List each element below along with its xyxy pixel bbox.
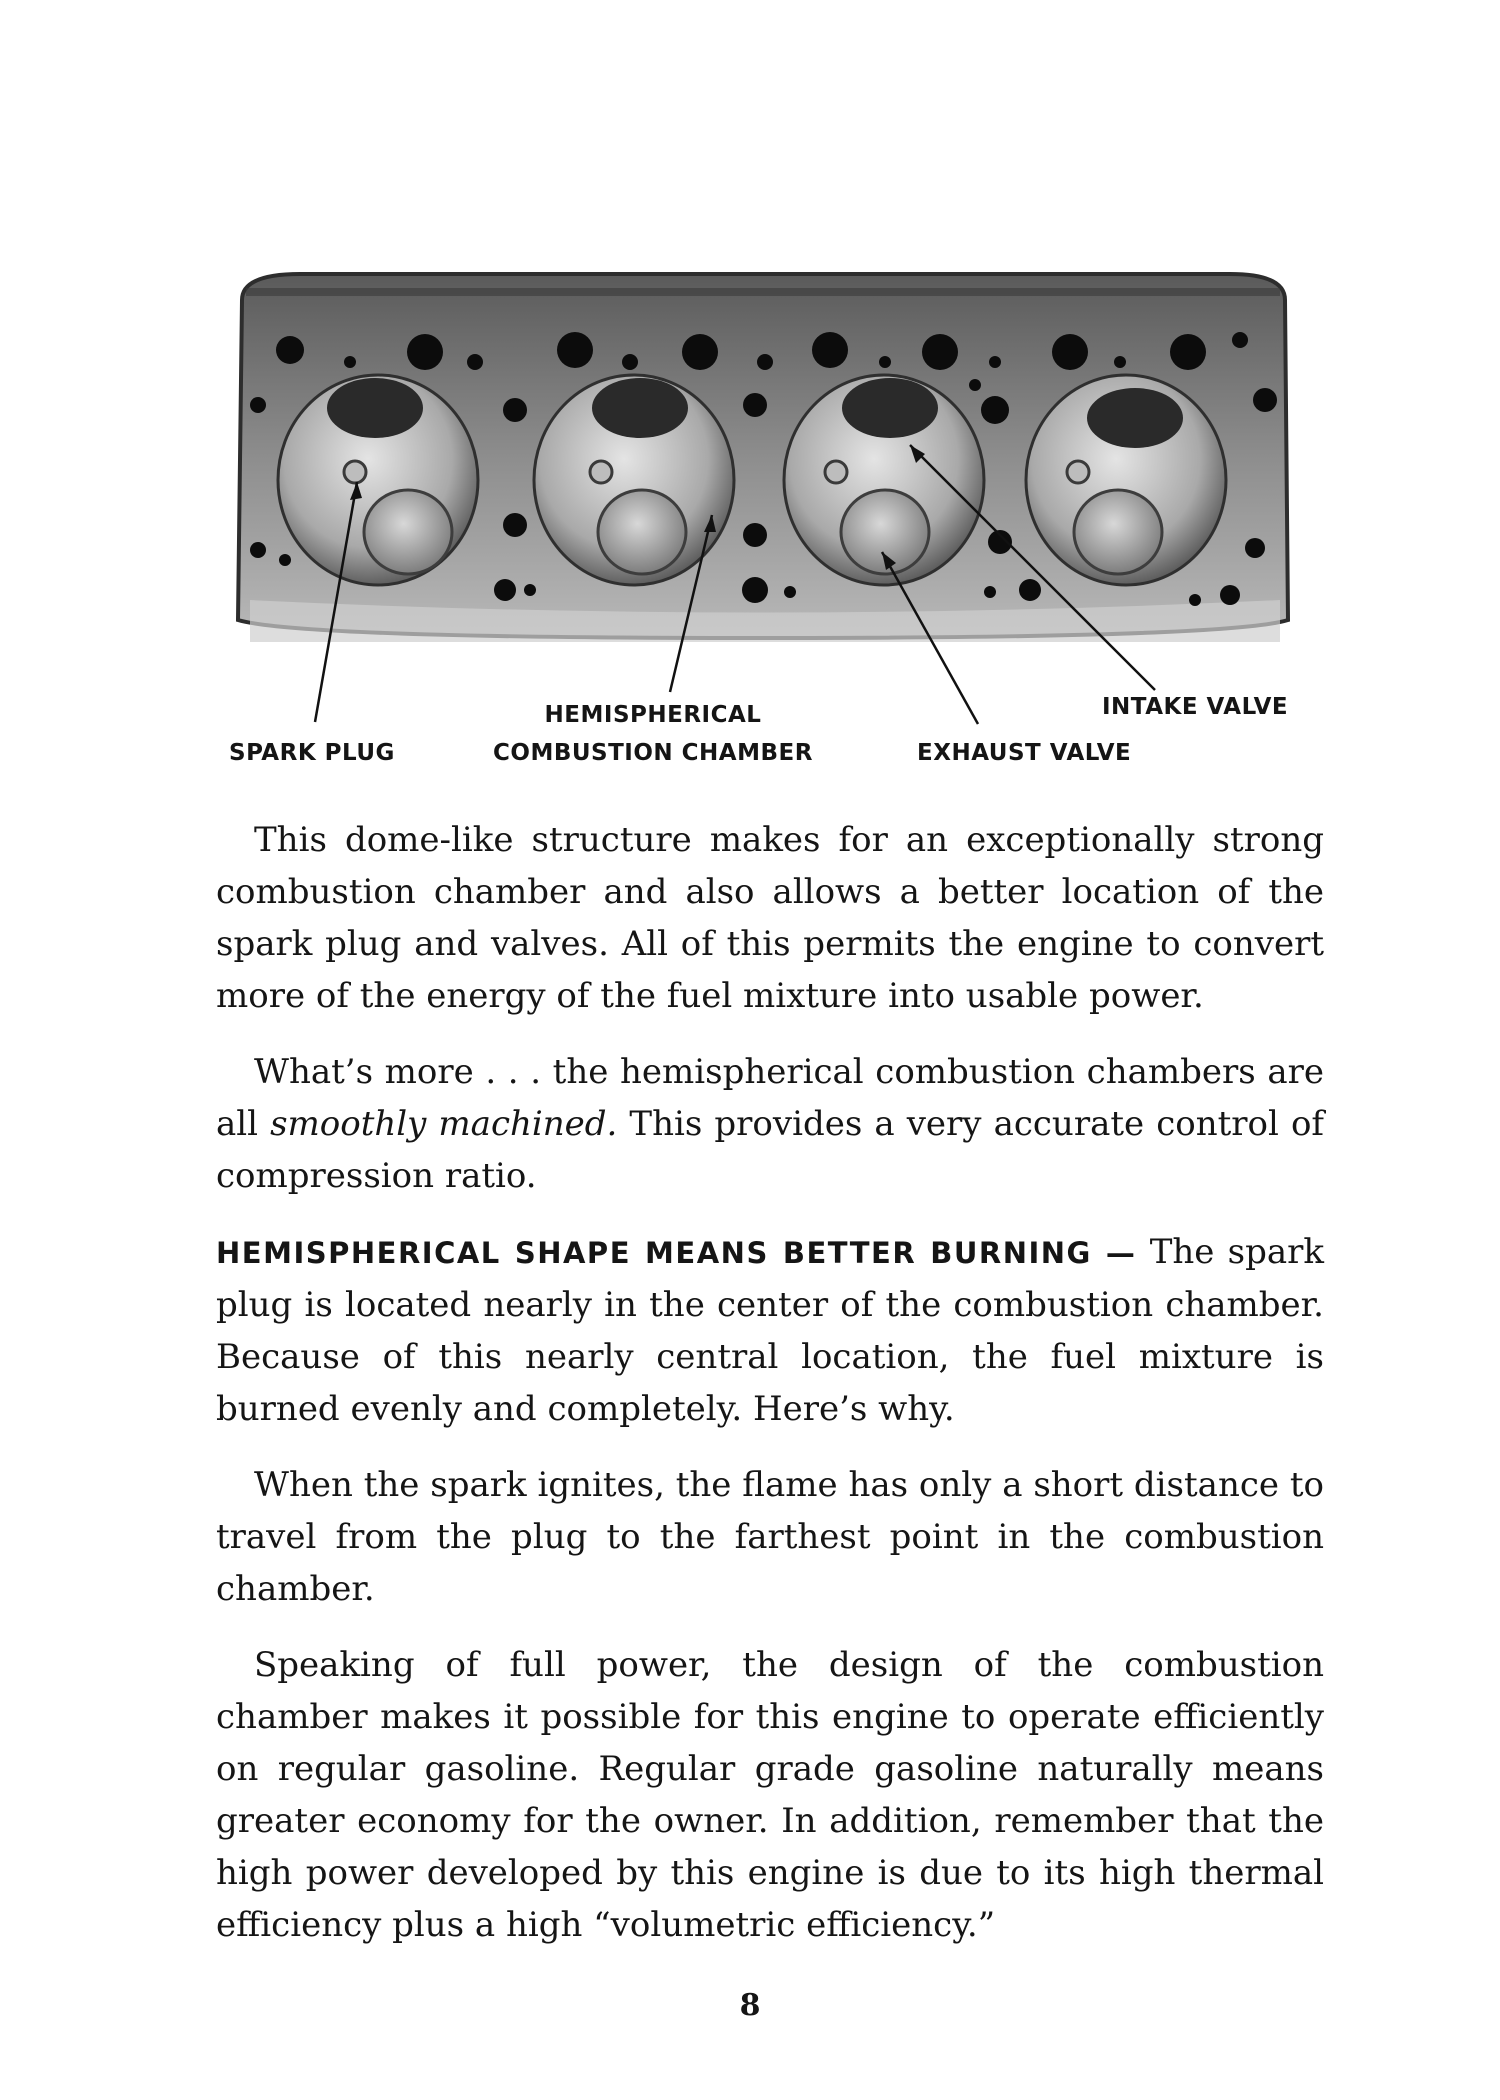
- body-text: [216, 814, 1324, 1975]
- chamber-4: [1026, 375, 1226, 585]
- paragraph-5: Speaking of full power, the design of the combustion chamber makes it possible for this engine to operate efficiently on regular gasoline. Regular grade gasoline naturally means greater economy for the owner. In addition, remember that the high power developed by this engine is due to its high thermal efficiency plus a high “volumetric efficiency.”: [216, 1645, 1324, 1945]
- chamber-label-line1: HEMISPHERICAL: [544, 702, 762, 728]
- page-number: 8: [739, 1988, 761, 2023]
- smoothly-machined-emphasis: smoothly machined.: [270, 1104, 618, 1144]
- paragraph-2: [216, 1046, 1324, 1202]
- intake-valve-label: INTAKE VALVE: [1102, 694, 1289, 720]
- cylinder-head-figure: [230, 270, 1290, 690]
- chamber-1: [278, 375, 478, 585]
- paragraph-2-text-a: What’s more . . . the hemispherical combustion chambers are all: [216, 1052, 1324, 1144]
- paragraph-2-text-b: This provides a very accurate control of compression ratio.: [216, 1104, 1325, 1196]
- chamber-label-line2: COMBUSTION CHAMBER: [493, 740, 813, 766]
- section-heading: HEMISPHERICAL SHAPE MEANS BETTER BURNING —: [216, 1236, 1137, 1270]
- paragraph-1: This dome-like structure makes for an exceptionally strong combustion chamber and also allows a better location of the spark plug and valves. All of this permits the engine to convert more of the energy of the fuel mixture into usable power.: [216, 820, 1324, 1016]
- exhaust-valve-label: EXHAUST VALVE: [917, 740, 1132, 766]
- cylinder-head-photo: [230, 270, 1290, 690]
- paragraph-3-text: The spark plug is located nearly in the center of the combustion chamber. Because of this nearly central location, the fuel mixture is burned evenly and completely. Here’s why.: [216, 1232, 1325, 1429]
- paragraph-3: [216, 1226, 1324, 1435]
- paragraph-4: When the spark ignites, the flame has only a short distance to travel from the plug to the farthest point in the combustion chamber.: [216, 1465, 1324, 1609]
- spark-plug-label: SPARK PLUG: [229, 740, 395, 766]
